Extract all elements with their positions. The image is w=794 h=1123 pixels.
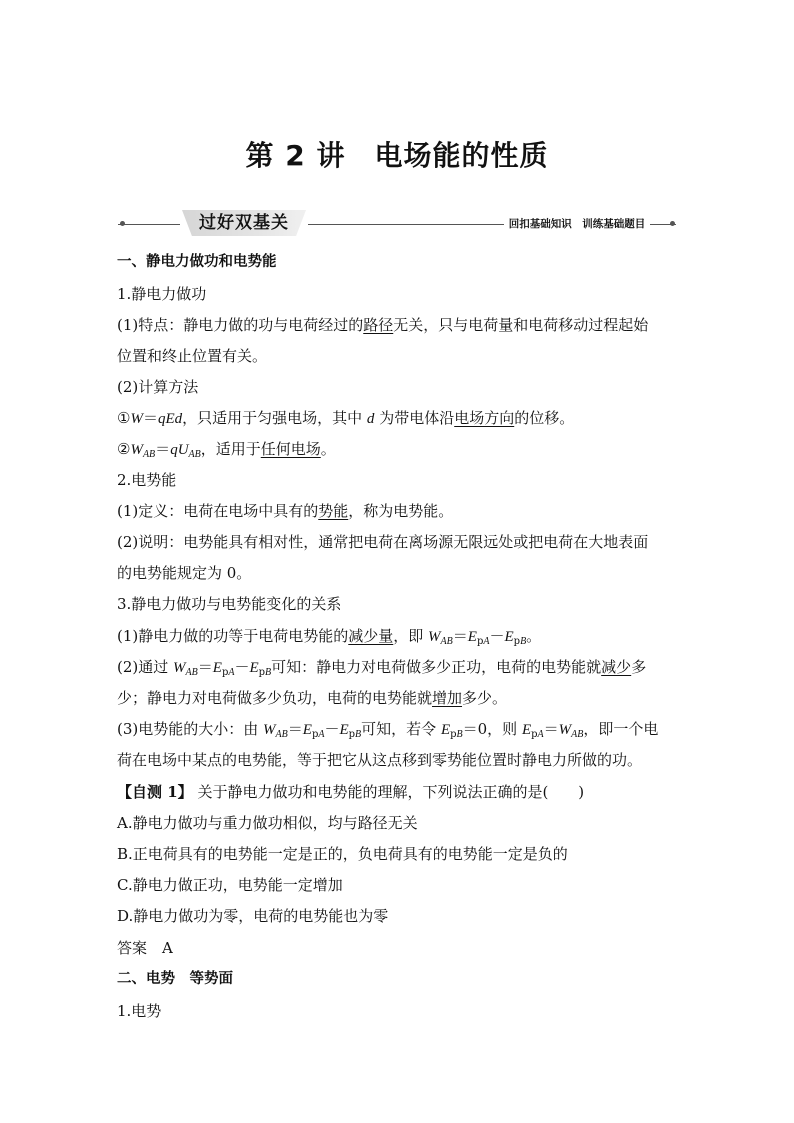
explanation-cont: 的电势能规定为 0。 (117, 564, 252, 582)
paragraph-feature-cont: 位置和终止位置有关。 (117, 347, 268, 365)
relation-1: (1)静电力做的功等于电荷电势能的减少量，即 $W_{AB}=E_{pA}-E_{pB}$。 (117, 627, 542, 647)
page-title: 第 2 讲 电场能的性质 (245, 139, 549, 172)
subheading-work: 1.静电力做功 (117, 285, 207, 303)
subheading-potential: 1.电势 (117, 1002, 162, 1020)
paragraph-feature: (1)特点：静电力做的功与电荷经过的路径无关，只与电荷量和电荷移动过程起始 (117, 316, 649, 334)
banner-dot-left (120, 221, 125, 226)
quiz-question: 【自测 1】 关于静电力做功和电势能的理解，下列说法正确的是( ) (117, 783, 585, 801)
section-banner (118, 210, 676, 238)
banner-rule-middle (308, 224, 504, 225)
subheading-relation: 3.静电力做功与电势能变化的关系 (117, 595, 342, 613)
quiz-option-a: A.静电力做功与重力做功相似，均与路径无关 (117, 814, 418, 832)
quiz-option-b: B.正电荷具有的电势能一定是正的，负电荷具有的电势能一定是负的 (117, 845, 568, 863)
relation-3: (3)电势能的大小：由 $W_{AB}=E_{pA}-E_{pB}$可知，若令 $E_{pB}=0$，则 $E_{pA}=W_{AB}$，即一个电 (117, 720, 659, 740)
quiz-option-c: C.静电力做正功，电势能一定增加 (117, 876, 343, 894)
banner-subtitle: 回扣基础知识 训练基础题目 (508, 218, 646, 230)
quiz-tag: 【自测 1】 (117, 783, 193, 801)
quiz-answer: 答案 A (117, 939, 173, 957)
formula-uniform-field: ①W＝qEd，只适用于匀强电场，其中 d 为带电体沿电场方向的位移。 (117, 409, 575, 427)
banner-tab-label: 过好双基关 (199, 213, 289, 233)
subheading-potential-energy: 2.电势能 (117, 471, 177, 489)
subheading-calc: (2)计算方法 (117, 378, 199, 396)
section-heading-1: 一、静电力做功和电势能 (117, 254, 277, 270)
formula-any-field: $②W_{AB}=qU_{AB}$，适用于任何电场。 (117, 440, 336, 460)
explanation: (2)说明：电势能具有相对性，通常把电荷在离场源无限远处或把电荷在大地表面 (117, 533, 649, 551)
definition: (1)定义：电荷在电场中具有的势能，称为电势能。 (117, 502, 454, 520)
banner-dot-right (670, 221, 675, 226)
section-heading-2: 二、电势 等势面 (117, 971, 233, 987)
relation-3-cont: 荷在电场中某点的电势能，等于把它从这点移到零势能位置时静电力所做的功。 (117, 751, 643, 769)
banner-rule-left (118, 224, 180, 225)
relation-2: (2)通过 $W_{AB}=E_{pA}-E_{pB}$可知：静电力对电荷做多少正功，电荷的电势能就减少多 (117, 658, 647, 678)
relation-2-cont: 少；静电力对电荷做多少负功，电荷的电势能就增加多少。 (117, 689, 508, 707)
quiz-option-d: D.静电力做功为零，电荷的电势能也为零 (117, 907, 389, 925)
